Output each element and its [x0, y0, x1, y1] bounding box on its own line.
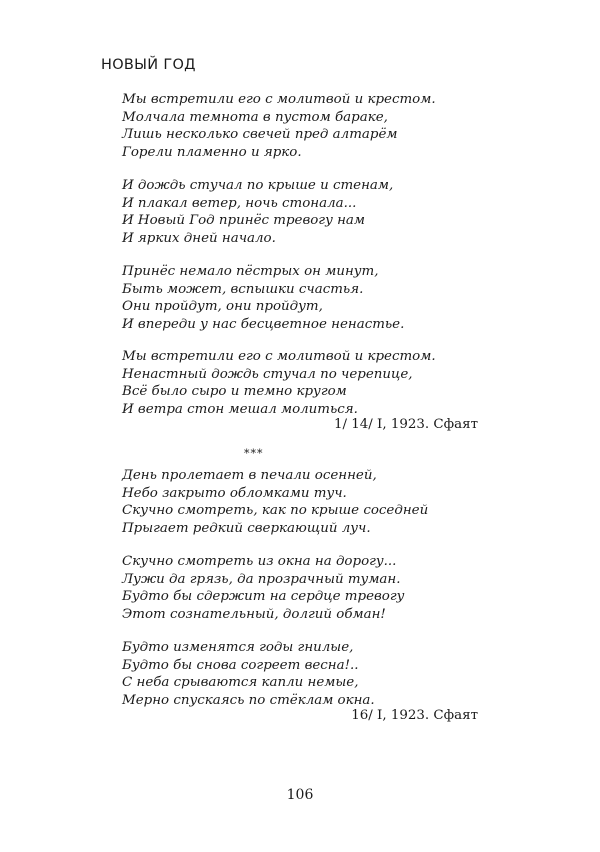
- verse-line: Принёс немало пёстрых он минут,: [122, 264, 379, 279]
- verse-line: И впереди у нас бесцветное ненастье.: [122, 316, 405, 332]
- verse-line: Всё было сыро и темно кругом: [122, 384, 347, 399]
- verse-line: И дождь стучал по крыше и стенам,: [122, 178, 394, 193]
- poem1-stanza-3: [122, 263, 404, 333]
- poem-title: НОВЫЙ ГОД: [101, 57, 196, 73]
- poem1-dateline: 1/ 14/ I, 1923. Сфаят: [333, 417, 478, 432]
- poem-separator: ***: [244, 447, 264, 460]
- verse-line: Быть может, вспышки счастья.: [122, 281, 364, 297]
- poem1-stanza-4: [122, 348, 436, 418]
- verse-line: Мы встретили его с молитвой и крестом.: [122, 92, 436, 107]
- verse-line: Лужи да грязь, да прозрачный туман.: [122, 571, 401, 587]
- poem1-stanza-2: [122, 177, 393, 247]
- poem2-dateline: 16/ I, 1923. Сфаят: [351, 708, 478, 723]
- verse-line: Мы встретили его с молитвой и крестом.: [122, 349, 436, 364]
- poem1-stanza-1: [122, 91, 436, 161]
- verse-line: Небо закрыто обломками туч.: [122, 485, 347, 501]
- verse-line: И плакал ветер, ночь стонала...: [122, 195, 357, 211]
- verse-line: Мерно спускаясь по стёклам окна.: [122, 692, 375, 708]
- verse-line: Этот сознательный, долгий обман!: [122, 606, 386, 622]
- poem2-stanza-3: [122, 639, 375, 709]
- verse-line: Лишь несколько свечей пред алтарём: [122, 127, 398, 142]
- verse-line: И Новый Год принёс тревогу нам: [122, 213, 365, 228]
- verse-line: Горели пламенно и ярко.: [122, 144, 302, 160]
- verse-line: Будто бы сдержит на сердце тревогу: [122, 589, 405, 604]
- verse-line: Скучно смотреть из окна на дорогу...: [122, 554, 397, 569]
- poem2-stanza-2: [122, 553, 404, 623]
- poem2-stanza-1: [122, 467, 428, 537]
- verse-line: С неба срываются капли немые,: [122, 675, 359, 690]
- verse-line: Прыгает редкий сверкающий луч.: [122, 520, 371, 536]
- page-number: 106: [286, 787, 314, 803]
- verse-line: Будто изменятся годы гнилые,: [122, 640, 354, 655]
- verse-line: Молчала темнота в пустом бараке,: [122, 109, 388, 125]
- verse-line: И ярких дней начало.: [122, 230, 276, 246]
- verse-line: День пролетает в печали осенней,: [122, 468, 377, 483]
- verse-line: И ветра стон мешал молиться.: [122, 401, 358, 417]
- verse-line: Ненастный дождь стучал по черепице,: [122, 366, 413, 382]
- verse-line: Будто бы снова согреет весна!..: [122, 657, 359, 673]
- verse-line: Они пройдут, они пройдут,: [122, 299, 323, 314]
- verse-line: Скучно смотреть, как по крыше соседней: [122, 503, 429, 518]
